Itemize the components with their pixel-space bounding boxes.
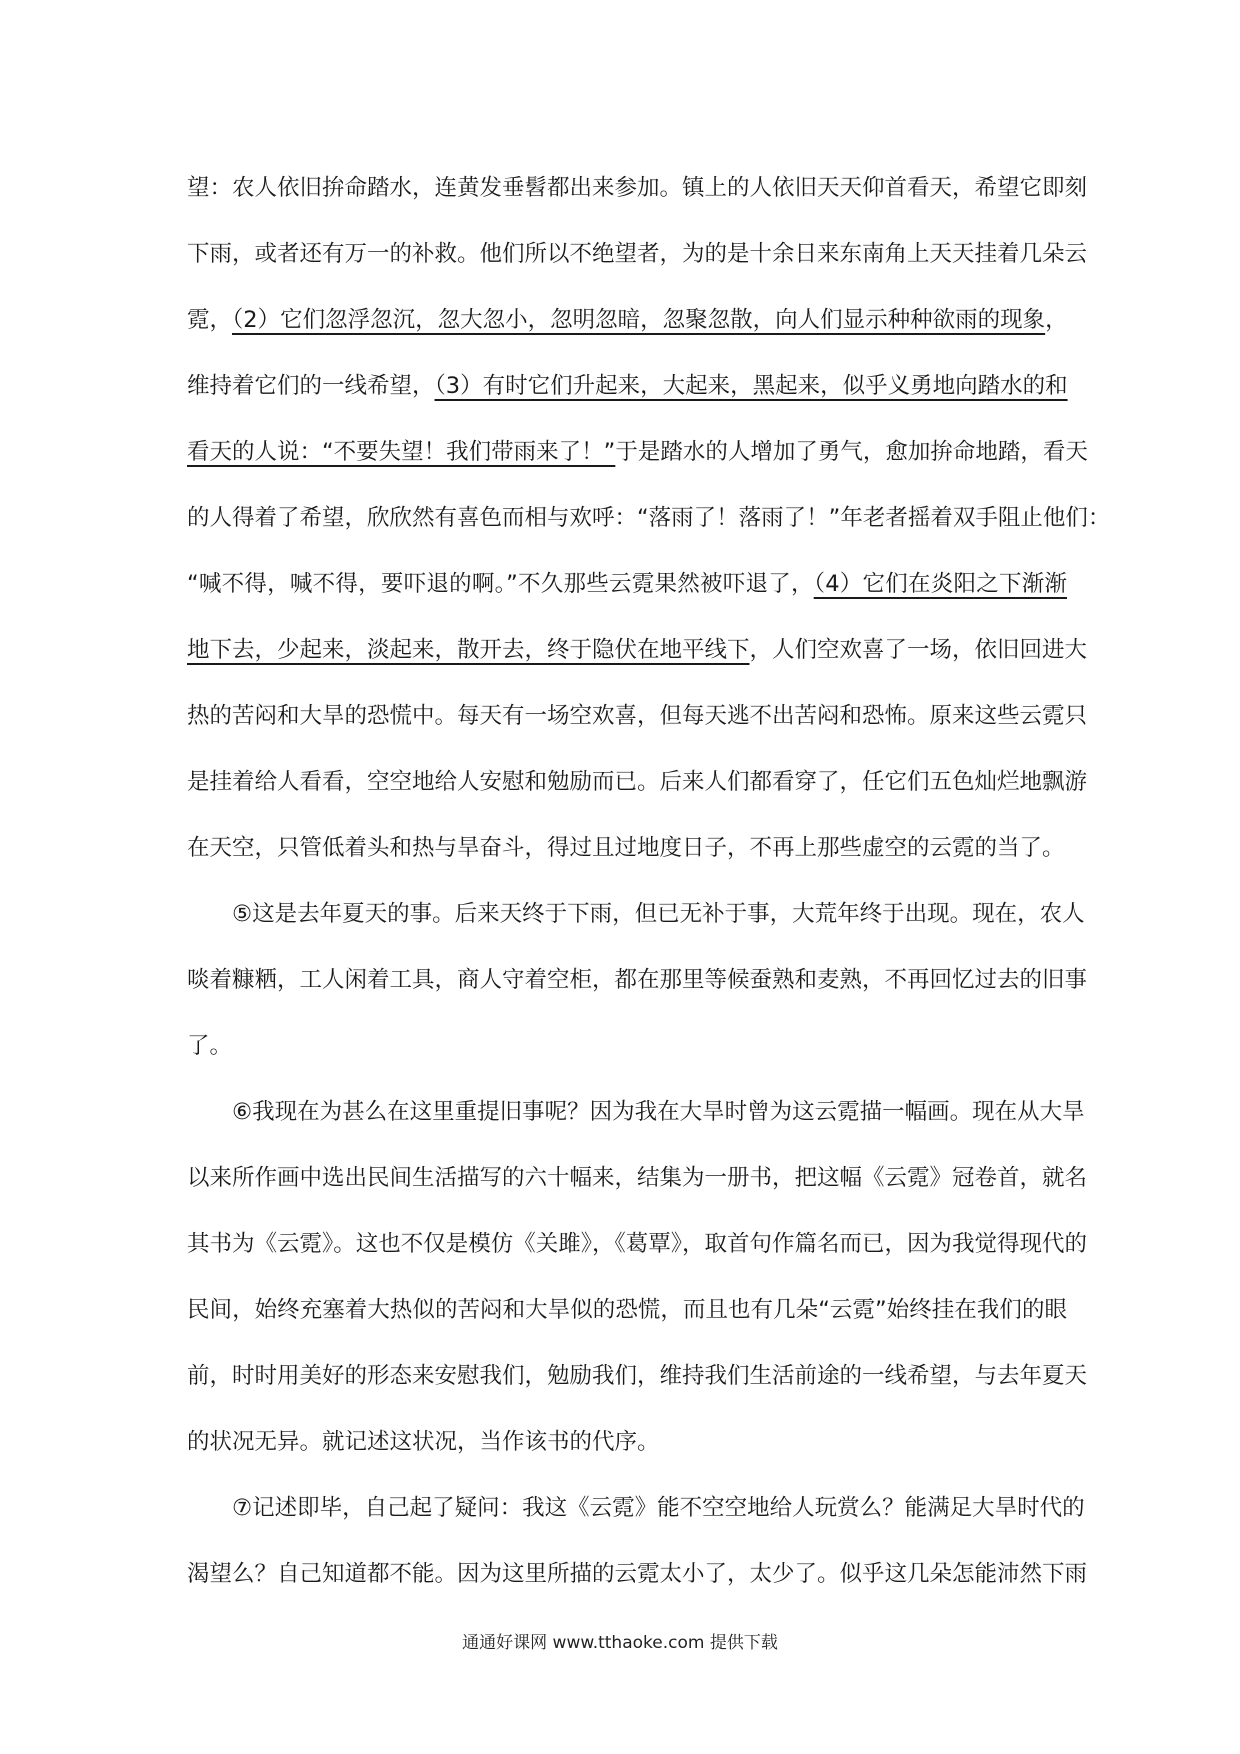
text-line — [187, 1409, 1067, 1475]
text-span: ⑥我现在为甚么在这里重提旧事呢？因为我在大旱时曾为这云霓描一幅画。现在从大旱 — [232, 1099, 1085, 1125]
text-line — [187, 947, 1088, 1013]
text-span: 的状况无异。就记述这状况，当作该书的代序。 — [187, 1429, 660, 1455]
text-span: 是挂着给人看看，空空地给人安慰和勉励而已。后来人们都看穿了，任它们五色灿烂地飘游 — [187, 769, 1088, 795]
text-span: 渴望么？自己知道都不能。因为这里所描的云霓太小了，太少了。似乎这几朵怎能沛然下雨 — [187, 1561, 1088, 1587]
text-span: ，人们空欢喜了一场，依旧回进大 — [749, 637, 1088, 663]
text-span: 前，时时用美好的形态来安慰我们，勉励我们，维持我们生活前途的一线希望，与去年夏天 — [187, 1363, 1088, 1389]
text-line — [187, 1541, 1088, 1607]
text-line — [187, 1343, 1088, 1409]
text-span: ⑦记述即毕，自己起了疑问：我这《云霓》能不空空地给人玩赏么？能满足大旱时代的 — [232, 1495, 1085, 1521]
text-span: 于是踏水的人增加了勇气，愈加拚命地踏，看天 — [615, 439, 1088, 465]
text-line — [187, 881, 1085, 947]
text-span: 了。 — [187, 1033, 233, 1059]
text-span: 以来所作画中选出民间生活描写的六十幅来，结集为一册书，把这幅《云霓》冠卷首，就名 — [187, 1165, 1088, 1191]
text-line — [187, 353, 1067, 419]
text-span: 在天空，只管低着头和热与旱奋斗，得过且过地度日子，不再上那些虚空的云霓的当了。 — [187, 835, 1065, 861]
text-span: “喊不得，喊不得，要吓退的啊。”不久那些云霓果然被吓退了， — [187, 571, 814, 597]
text-line — [187, 749, 1088, 815]
text-line — [187, 1079, 1085, 1145]
text-line — [187, 815, 1067, 881]
text-line — [187, 1013, 1067, 1079]
text-span: ⑤这是去年夏天的事。后来天终于下雨，但已无补于事，大荒年终于出现。现在，农人 — [232, 901, 1085, 927]
text-span: 霓， — [187, 307, 233, 333]
underlined-phrase: （2）它们忽浮忽沉，忽大忽小，忽明忽暗，忽聚忽散，向人们显示种种欲雨的现象 — [232, 307, 1046, 333]
text-span: 维持着它们的一线希望， — [187, 373, 435, 399]
text-span: 热的苦闷和大旱的恐慌中。每天有一场空欢喜，但每天逃不出苦闷和恐怖。原来这些云霓只 — [187, 703, 1088, 729]
text-line — [187, 221, 1088, 287]
text-line — [187, 1145, 1088, 1211]
text-span: 的人得着了希望，欣欣然有喜色而相与欢呼：“落雨了！落雨了！”年老者摇着双手阻止他们： — [187, 505, 1111, 531]
text-line — [187, 155, 1088, 221]
text-span: ， — [1045, 307, 1068, 333]
text-line — [187, 683, 1088, 749]
text-line — [187, 617, 1088, 683]
text-line — [187, 485, 1111, 551]
underlined-phrase: 地下去，少起来，淡起来，散开去，终于隐伏在地平线下 — [187, 637, 750, 663]
text-line — [187, 1277, 1067, 1343]
underlined-phrase: 看天的人说：“不要失望！我们带雨来了！” — [187, 439, 616, 465]
text-line — [187, 287, 1067, 353]
text-span: 其书为《云霓》。这也不仅是模仿《关雎》，《葛覃》，取首句作篇名而已，因为我觉得现代的 — [187, 1231, 1088, 1257]
text-line — [187, 419, 1088, 485]
article-body — [187, 155, 1111, 1607]
text-line — [187, 1475, 1085, 1541]
underlined-phrase: （4）它们在炎阳之下渐渐 — [813, 571, 1067, 597]
text-line — [187, 1211, 1088, 1277]
text-span: 啖着糠粞，工人闲着工具，商人守着空柜，都在那里等候蚕熟和麦熟，不再回忆过去的旧事 — [187, 967, 1088, 993]
text-span: 下雨，或者还有万一的补救。他们所以不绝望者，为的是十余日来东南角上天天挂着几朵云 — [187, 241, 1088, 267]
underlined-phrase: （3）有时它们升起来，大起来，黑起来，似乎义勇地向踏水的和 — [434, 373, 1068, 399]
text-line — [187, 551, 1067, 617]
text-span: 民间，始终充塞着大热似的苦闷和大旱似的恐慌，而且也有几朵“云霓”始终挂在我们的眼 — [187, 1297, 1067, 1323]
page-footer: 通通好课网 www.tthaoke.com 提供下载 — [462, 1633, 778, 1653]
text-span: 望：农人依旧拚命踏水，连黄发垂髫都出来参加。镇上的人依旧天天仰首看天，希望它即刻 — [187, 175, 1088, 201]
